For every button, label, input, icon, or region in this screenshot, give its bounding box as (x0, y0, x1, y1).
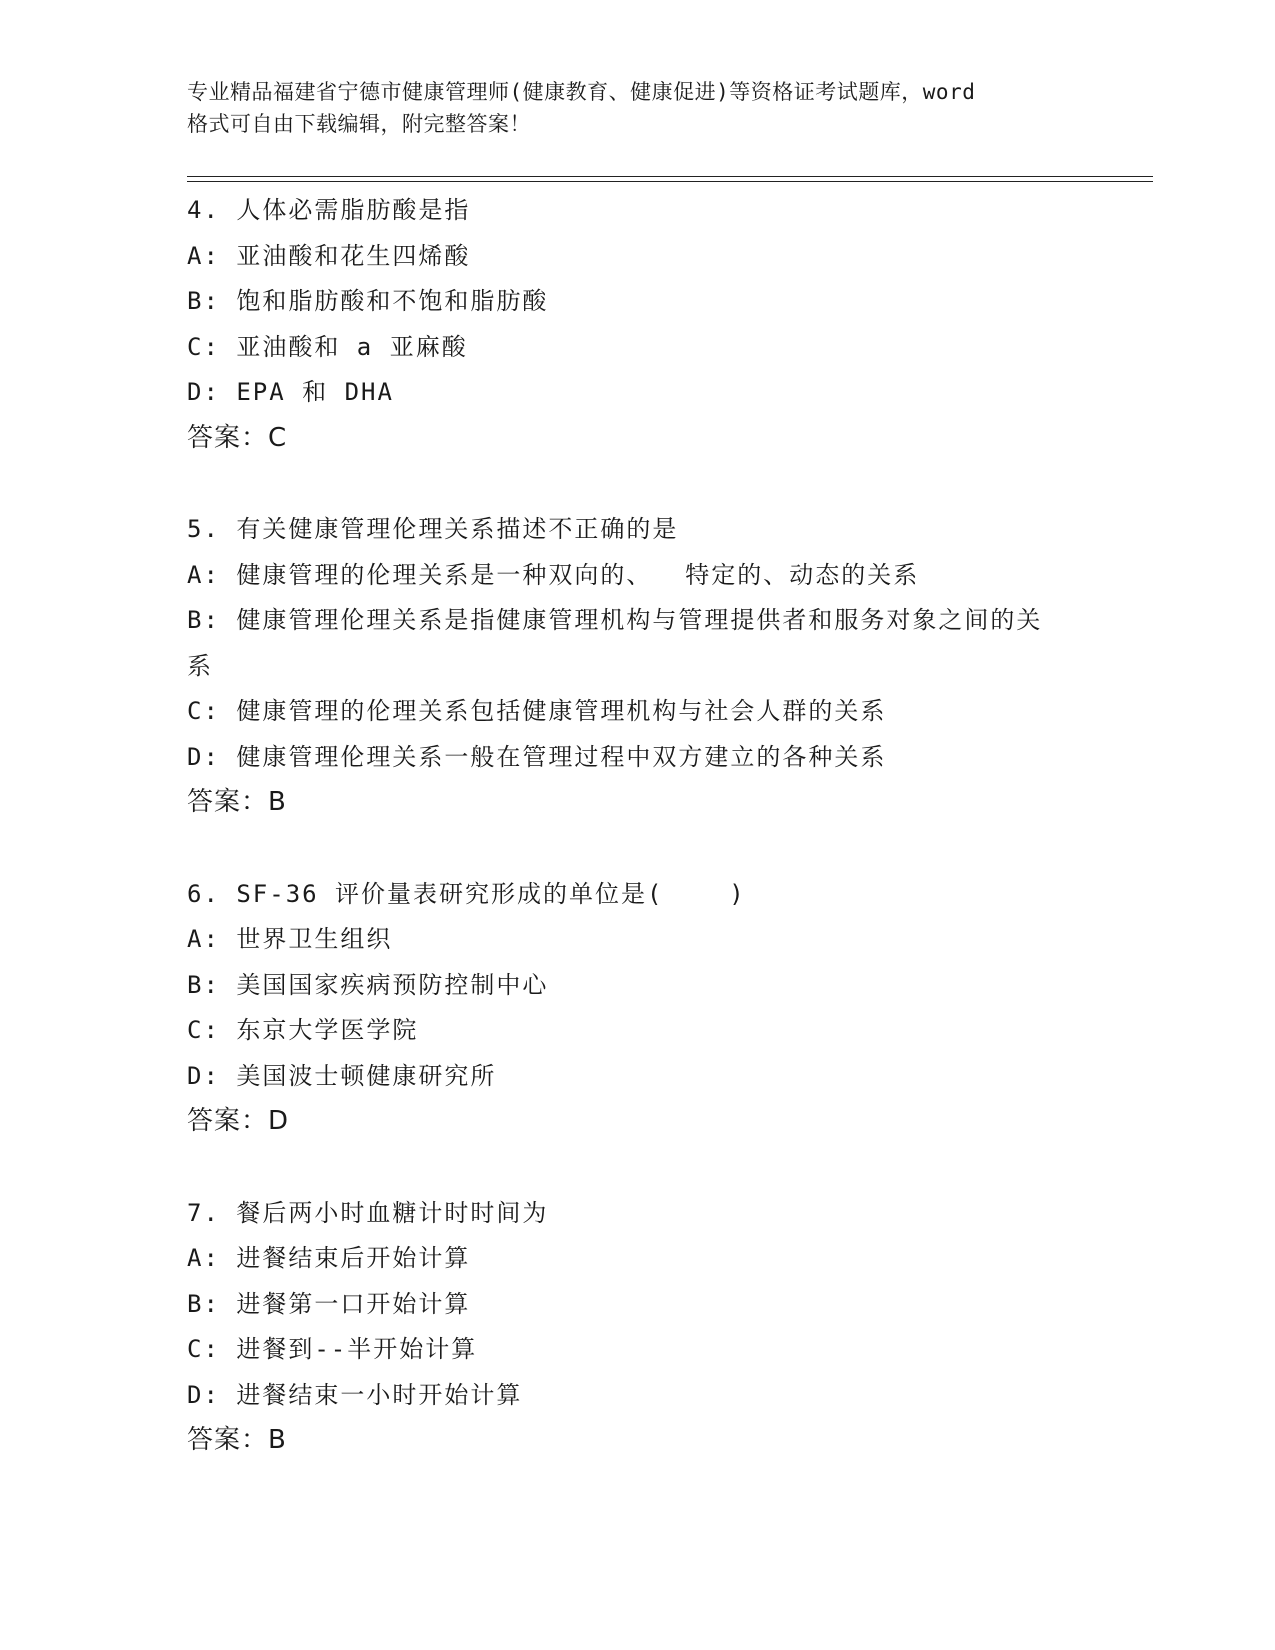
option-c: C: 东京大学医学院 (187, 1016, 419, 1044)
question-6 (187, 872, 1087, 1145)
option-d: D: 美国波士顿健康研究所 (187, 1061, 497, 1090)
question-stem: 5. 有关健康管理伦理关系描述不正确的是 (187, 515, 679, 543)
option-b: B: 健康管理伦理关系是指健康管理机构与管理提供者和服务对象之间的关系 (187, 606, 1043, 680)
question-stem: 7. 餐后两小时血糖计时时间为 (187, 1198, 549, 1227)
question-7 (187, 1191, 1087, 1464)
option-b: B: 进餐第一口开始计算 (187, 1289, 471, 1318)
header-divider-thick (187, 181, 1153, 182)
question-5 (187, 507, 1087, 826)
question-4 (187, 188, 1087, 461)
option-d: D: 进餐结束一小时开始计算 (187, 1380, 523, 1409)
question-stem: 4. 人体必需脂肪酸是指 (187, 196, 471, 224)
option-a: A: 世界卫生组织 (187, 925, 393, 953)
answer: 答案：B (187, 1425, 287, 1455)
answer: 答案：D (187, 1106, 290, 1136)
option-a: A: 进餐结束后开始计算 (187, 1244, 471, 1272)
answer: 答案：B (187, 787, 287, 817)
question-stem: 6. SF-36 评价量表研究形成的单位是( ) (187, 879, 746, 908)
option-c: C: 健康管理的伦理关系包括健康管理机构与社会人群的关系 (187, 697, 887, 725)
option-d: D: 健康管理伦理关系一般在管理过程中双方建立的各种关系 (187, 742, 887, 771)
question-list (187, 188, 1087, 1510)
option-d: D: EPA 和 DHA (187, 378, 394, 406)
option-b: B: 饱和脂肪酸和不饱和脂肪酸 (187, 287, 549, 315)
option-c: C: 亚油酸和 a 亚麻酸 (187, 332, 468, 361)
option-a: A: 亚油酸和花生四烯酸 (187, 241, 471, 270)
header-line-1: 专业精品福建省宁德市健康管理师(健康教育、健康促进)等资格证考试题库，word (187, 80, 976, 104)
option-a: A: 健康管理的伦理关系是一种双向的、 特定的、动态的关系 (187, 560, 920, 589)
document-header (187, 76, 1087, 140)
header-divider-thin (187, 176, 1153, 177)
option-c: C: 进餐到--半开始计算 (187, 1335, 478, 1363)
option-b: B: 美国国家疾病预防控制中心 (187, 970, 549, 999)
header-line-2: 格式可自由下载编辑，附完整答案！ (187, 112, 531, 136)
answer: 答案：C (187, 422, 288, 453)
